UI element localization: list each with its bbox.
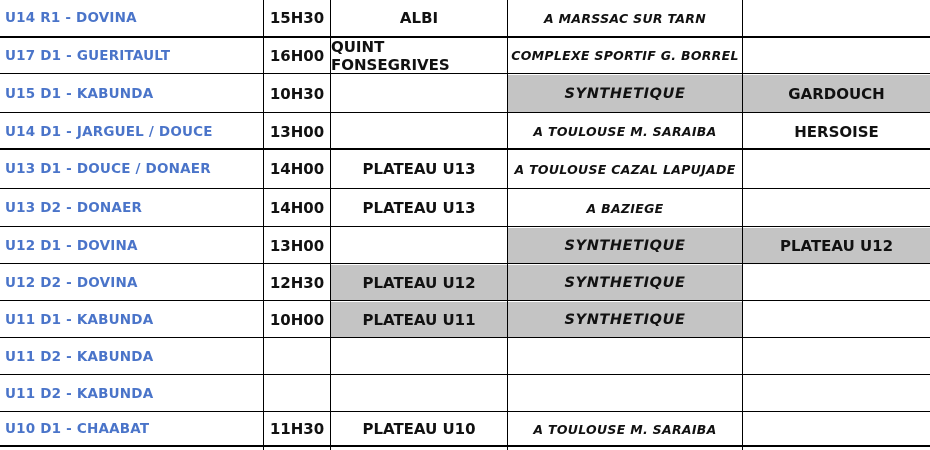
extra-cell — [743, 190, 930, 226]
team-cell: U17 D1 - GUERITAULT — [5, 47, 171, 64]
extra-cell — [743, 38, 930, 73]
place-cell: A BAZIEGE — [586, 200, 664, 216]
extra-cell — [743, 0, 930, 36]
table-row — [0, 0, 930, 36]
row-divider — [0, 36, 930, 38]
place-cell: COMPLEXE SPORTIF G. BORREL — [511, 48, 739, 63]
opponent-cell: ALBI — [399, 9, 439, 27]
team-cell: U13 D1 - DOUCE / DONAER — [5, 161, 211, 177]
team-cell: U11 D2 - KABUNDA — [5, 348, 154, 365]
column-divider — [742, 0, 743, 450]
team-cell: U11 D2 - KABUNDA — [5, 385, 154, 402]
row-divider — [0, 300, 930, 301]
table-row — [0, 38, 930, 73]
time-cell — [264, 376, 330, 411]
time-cell: 12H30 — [269, 273, 325, 292]
team-cell: U12 D1 - DOVINA — [5, 237, 138, 254]
team-cell: U11 D1 - KABUNDA — [5, 311, 154, 328]
time-cell: 15H30 — [269, 9, 325, 27]
column-divider — [263, 0, 264, 450]
team-cell: U13 D2 - DONAER — [5, 200, 143, 216]
opponent-cell — [331, 115, 507, 148]
opponent-cell: QUINT FONSEGRIVES — [331, 37, 450, 74]
time-cell: 10H00 — [269, 310, 325, 329]
table-row — [0, 115, 930, 148]
team-cell: U14 R1 - DOVINA — [5, 10, 137, 26]
extra-cell: PLATEAU U12 — [743, 228, 930, 263]
time-cell: 13H00 — [269, 236, 325, 255]
team-cell: U10 D1 - CHAABAT — [5, 421, 150, 437]
table-row — [0, 75, 930, 112]
place-cell: A TOULOUSE M. SARAIBA — [533, 124, 717, 139]
table-row — [0, 190, 930, 226]
row-divider — [0, 112, 930, 113]
opponent-cell — [331, 75, 507, 112]
row-divider — [0, 411, 930, 412]
place-cell: A TOULOUSE CAZAL LAPUJADE — [514, 161, 736, 177]
table-row — [0, 339, 930, 374]
opponent-cell: PLATEAU U12 — [331, 265, 507, 300]
time-cell — [264, 339, 330, 374]
team-cell: U12 D2 - DOVINA — [5, 274, 138, 291]
place-cell: SYNTHETIQUE — [508, 302, 742, 337]
time-cell: 14H00 — [269, 160, 325, 178]
place-cell: A TOULOUSE M. SARAIBA — [533, 421, 717, 437]
opponent-cell: PLATEAU U13 — [362, 160, 476, 178]
place-cell — [508, 376, 742, 411]
opponent-cell — [331, 339, 507, 374]
row-divider — [0, 337, 930, 338]
place-cell — [508, 339, 742, 374]
row-divider — [0, 188, 930, 189]
extra-cell — [743, 376, 930, 411]
time-cell: 13H00 — [269, 122, 325, 141]
row-divider — [0, 263, 930, 264]
place-cell: SYNTHETIQUE — [508, 75, 742, 112]
extra-cell — [743, 413, 930, 445]
extra-cell: HERSOISE — [794, 122, 879, 141]
team-cell: U15 D1 - KABUNDA — [5, 85, 154, 102]
row-divider — [0, 445, 930, 447]
row-divider — [0, 374, 930, 375]
opponent-cell — [331, 228, 507, 263]
table-row — [0, 413, 930, 445]
extra-cell — [743, 150, 930, 188]
opponent-cell: PLATEAU U10 — [362, 420, 476, 438]
team-cell: U14 D1 - JARGUEL / DOUCE — [5, 123, 213, 140]
place-cell: SYNTHETIQUE — [508, 265, 742, 300]
extra-cell — [743, 339, 930, 374]
opponent-cell: PLATEAU U13 — [362, 199, 476, 217]
time-cell: 11H30 — [269, 420, 325, 438]
time-cell: 14H00 — [269, 199, 325, 217]
time-cell: 10H30 — [269, 84, 325, 103]
table-row — [0, 150, 930, 188]
table-row — [0, 302, 930, 337]
column-divider — [330, 0, 331, 450]
table-row — [0, 376, 930, 411]
opponent-cell: PLATEAU U11 — [331, 302, 507, 337]
row-divider — [0, 73, 930, 74]
opponent-cell — [331, 376, 507, 411]
row-divider — [0, 148, 930, 150]
place-cell: A MARSSAC SUR TARN — [544, 10, 706, 26]
row-divider — [0, 226, 930, 227]
time-cell: 16H00 — [269, 46, 325, 65]
extra-cell: GARDOUCH — [743, 75, 930, 112]
table-row — [0, 228, 930, 263]
extra-cell — [743, 265, 930, 300]
column-divider — [507, 0, 508, 450]
place-cell: SYNTHETIQUE — [508, 228, 742, 263]
table-row — [0, 265, 930, 300]
extra-cell — [743, 302, 930, 337]
